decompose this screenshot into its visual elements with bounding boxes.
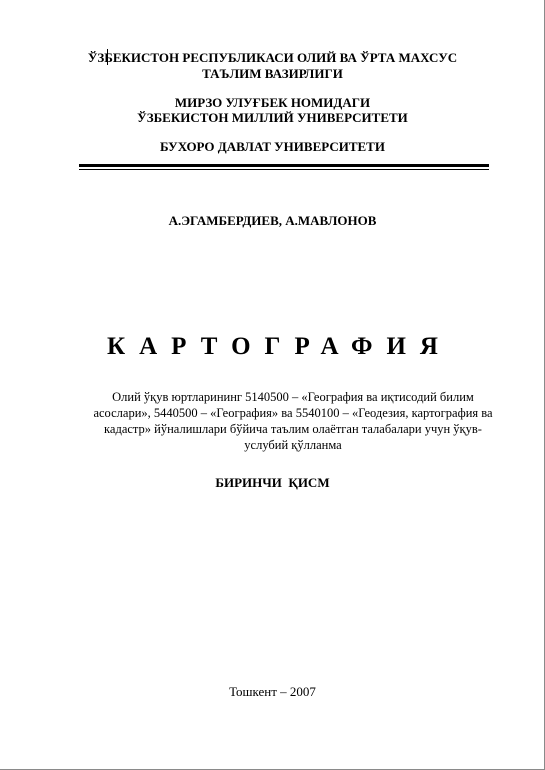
ministry-line-1: ЎЗБЕКИСТОН РЕСПУБЛИКАСИ ОЛИЙ ВА ЎРТА МАХСУС xyxy=(87,50,458,65)
description-line-1: Олий ўқув юртларининг 5140500 – «География ва иқтисодий билим xyxy=(112,390,474,404)
university-line-1: МИРЗО УЛУҒБЕК НОМИДАГИ xyxy=(174,95,371,110)
ministry-line-2: ТАЪЛИМ ВАЗИРЛИГИ xyxy=(202,66,343,81)
description-line-2: асослари», 5440500 – «География» ва 5540100 – «Геодезия, картография ва xyxy=(93,406,493,420)
bukhara-university: БУХОРО ДАВЛАТ УНИВЕРСИТЕТИ xyxy=(160,139,385,154)
description-line-4: услубий қўлланма xyxy=(244,438,342,452)
header-rule-thin xyxy=(79,169,489,170)
description xyxy=(88,389,498,453)
footer-place-year: Тошкент – 2007 xyxy=(229,684,316,699)
header-rule-thick xyxy=(79,164,489,167)
authors: А.ЭГАМБЕРДИЕВ, А.МАВЛОНОВ xyxy=(168,213,377,228)
description-line-3: кадастр» йўналишлари бўйича таълим олаётган талабалари учун ўқув- xyxy=(104,422,482,436)
university-line-2: ЎЗБЕКИСТОН МИЛЛИЙ УНИВЕРСИТЕТИ xyxy=(137,110,408,125)
book-title: КАРТОГРАФИЯ xyxy=(107,333,452,360)
part-label: БИРИНЧИ ҚИСМ xyxy=(215,475,330,490)
